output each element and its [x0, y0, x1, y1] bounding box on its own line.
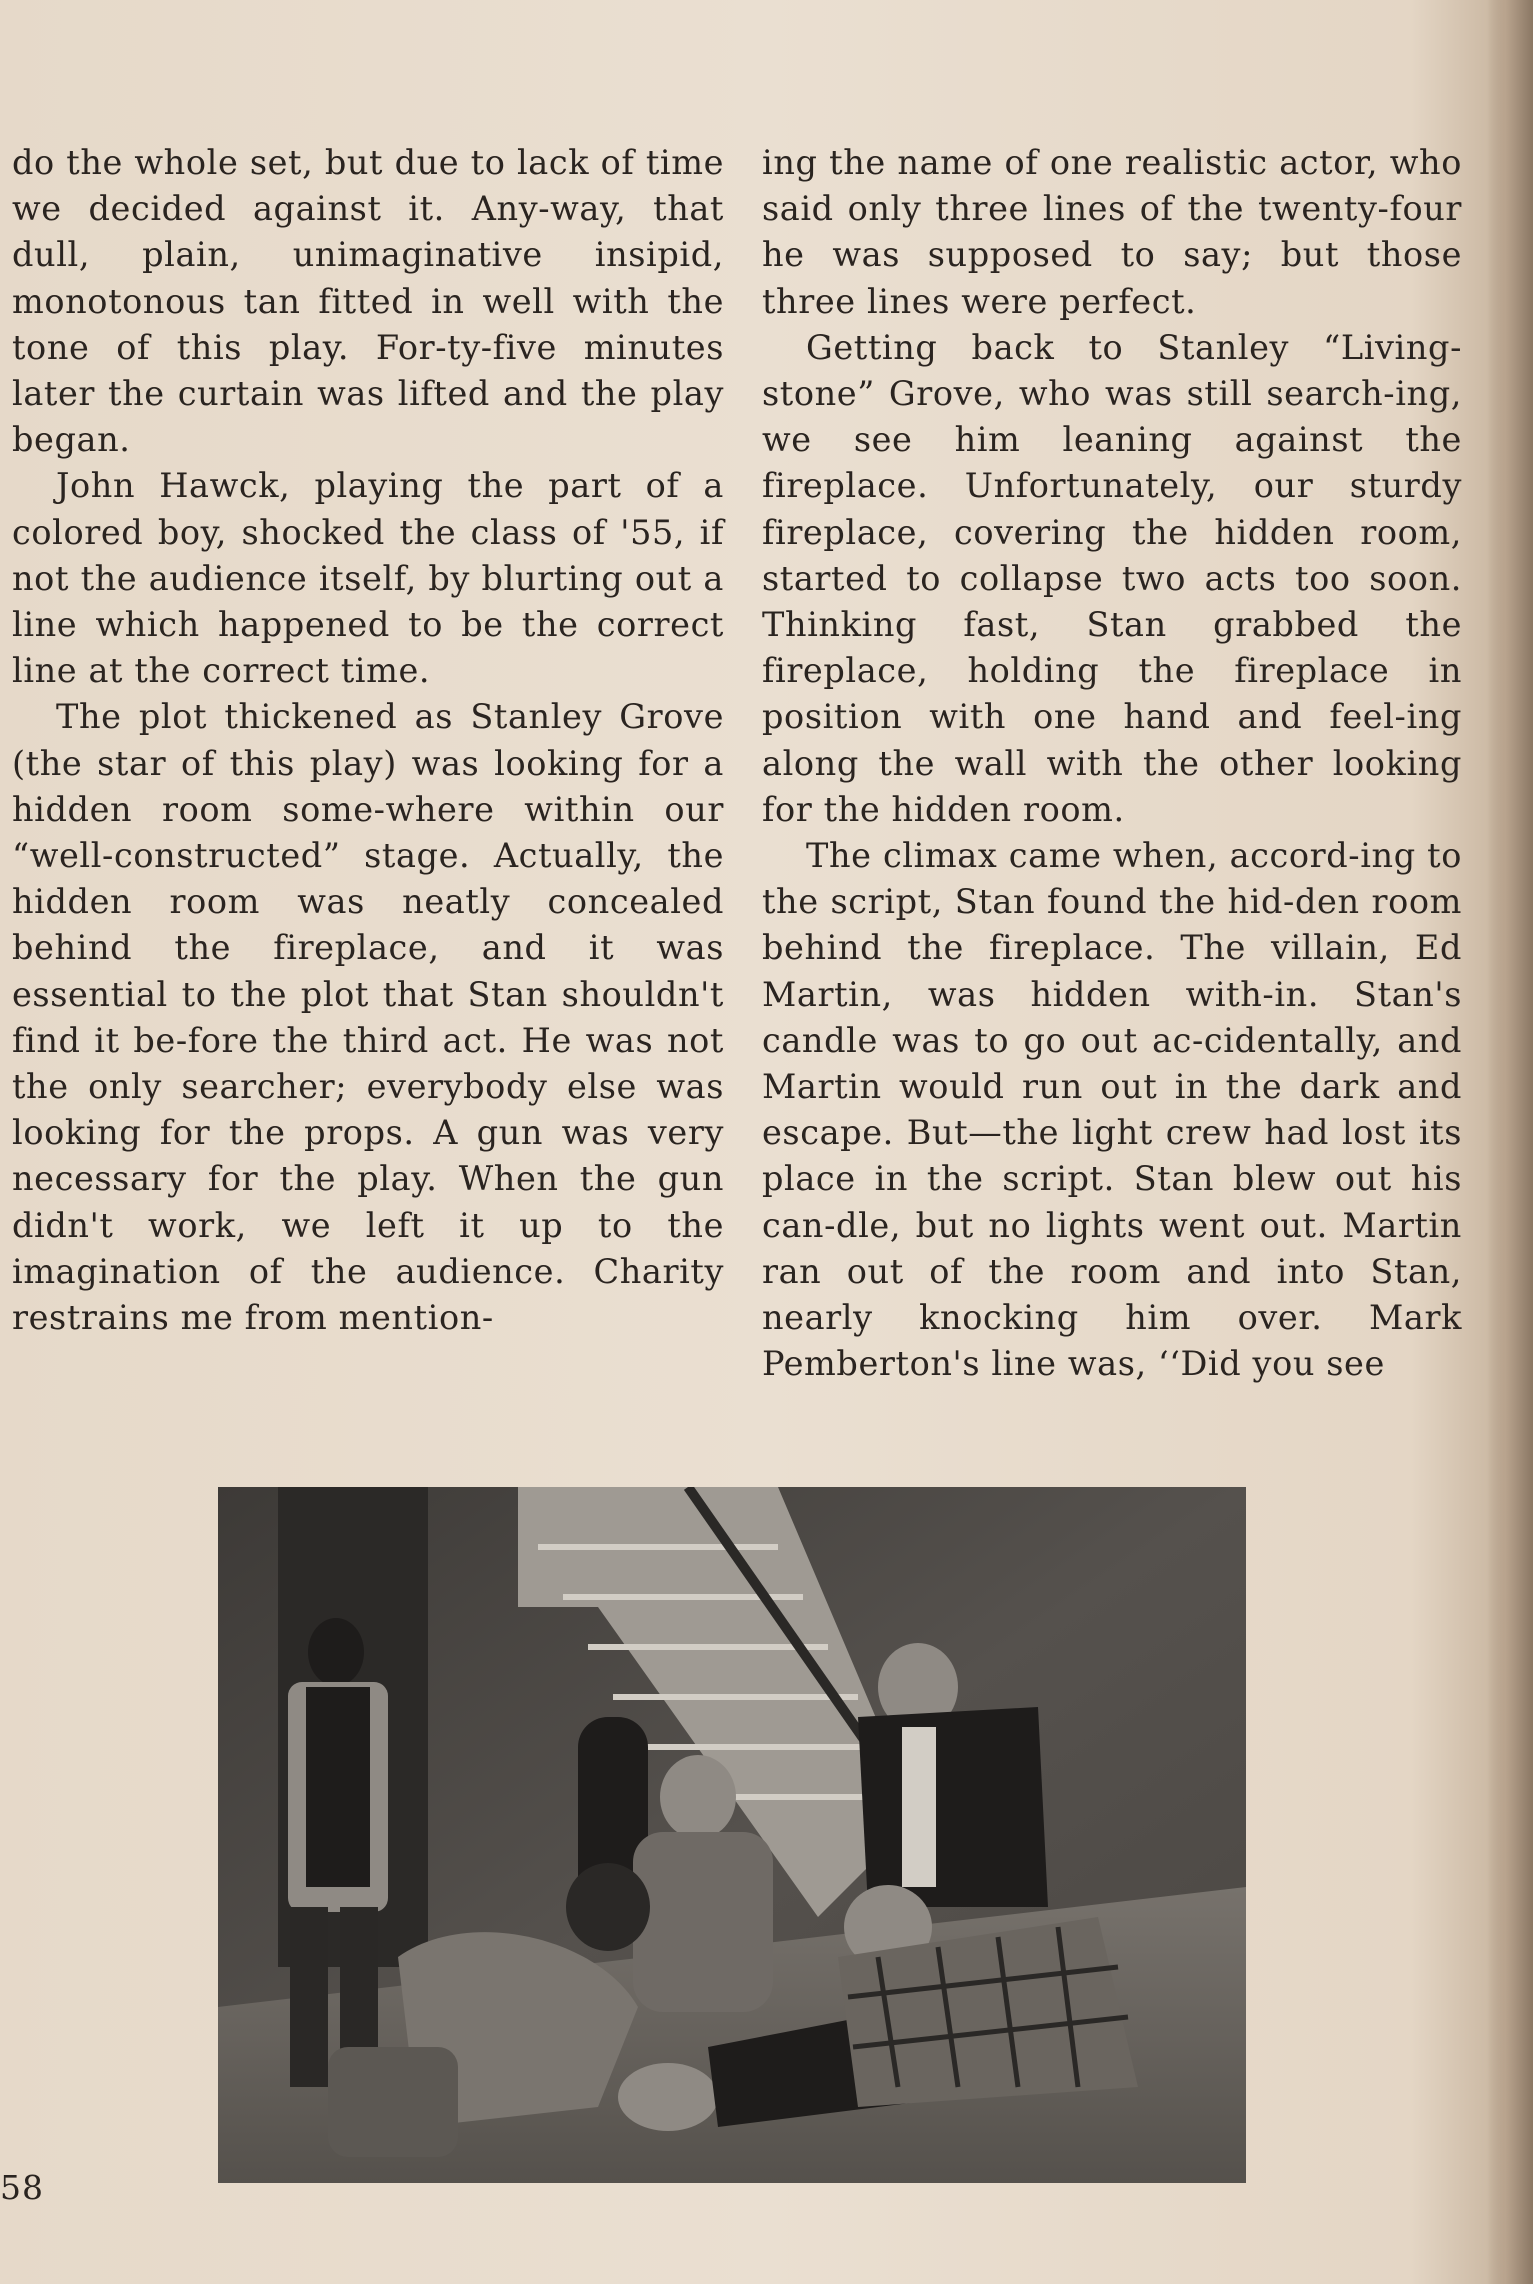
- paragraph: John Hawck, playing the part of a colored boy, shocked the class of '55, if not the audience itself, by blurting out a line which happened to be the correct line at the correct time.: [12, 466, 724, 691]
- paragraph: do the whole set, but due to lack of time we decided against it. Any-way, that dull, plain, unimaginative insipid, monotonous tan fitted in well with the tone of this play. For-ty-five minutes later the curtain was lifted and the play began.: [12, 143, 724, 460]
- page-number: 58: [0, 2168, 44, 2207]
- paragraph: The climax came when, accord-ing to the script, Stan found the hid-den room behind the fireplace. The villain, Ed Martin, was hidden with-in. Stan's candle was to go out ac-cidentally, and Martin would run out in the dark and escape. But—the light crew had lost its place in the script. Stan blew out his can-dle, but no lights went out. Martin ran out of the room and into Stan, nearly knocking him over. Mark Pemberton's line was, ‘‘Did you see: [762, 836, 1462, 1384]
- article-right-column: [762, 140, 1462, 1387]
- page-binding-shadow: [1487, 0, 1533, 2284]
- article-left-column: [12, 140, 724, 1341]
- stage-photo-icon: [218, 1487, 1246, 2183]
- paragraph: The plot thickened as Stanley Grove (the star of this play) was looking for a hidden room some-where within our “well-constructed” stage. Actually, the hidden room was neatly concealed behind the fireplace, and it was essential to the plot that Stan shouldn't find it be-fore the third act. He was not the only searcher; everybody else was looking for the props. A gun was very necessary for the play. When the gun didn't work, we left it up to the imagination of the audience. Charity restrains me from mention-: [12, 697, 724, 1338]
- stage-photo: [218, 1487, 1246, 2183]
- paragraph: Getting back to Stanley “Living-stone” Grove, who was still search-ing, we see him leaning against the fireplace. Unfortunately, our sturdy fireplace, covering the hidden room, started to collapse two acts too soon. Thinking fast, Stan grabbed the fireplace, holding the fireplace in position with one hand and feel-ing along the wall with the other looking for the hidden room.: [762, 327, 1462, 829]
- paragraph: ing the name of one realistic actor, who said only three lines of the twenty-four he was supposed to say; but those three lines were perfect.: [762, 143, 1462, 321]
